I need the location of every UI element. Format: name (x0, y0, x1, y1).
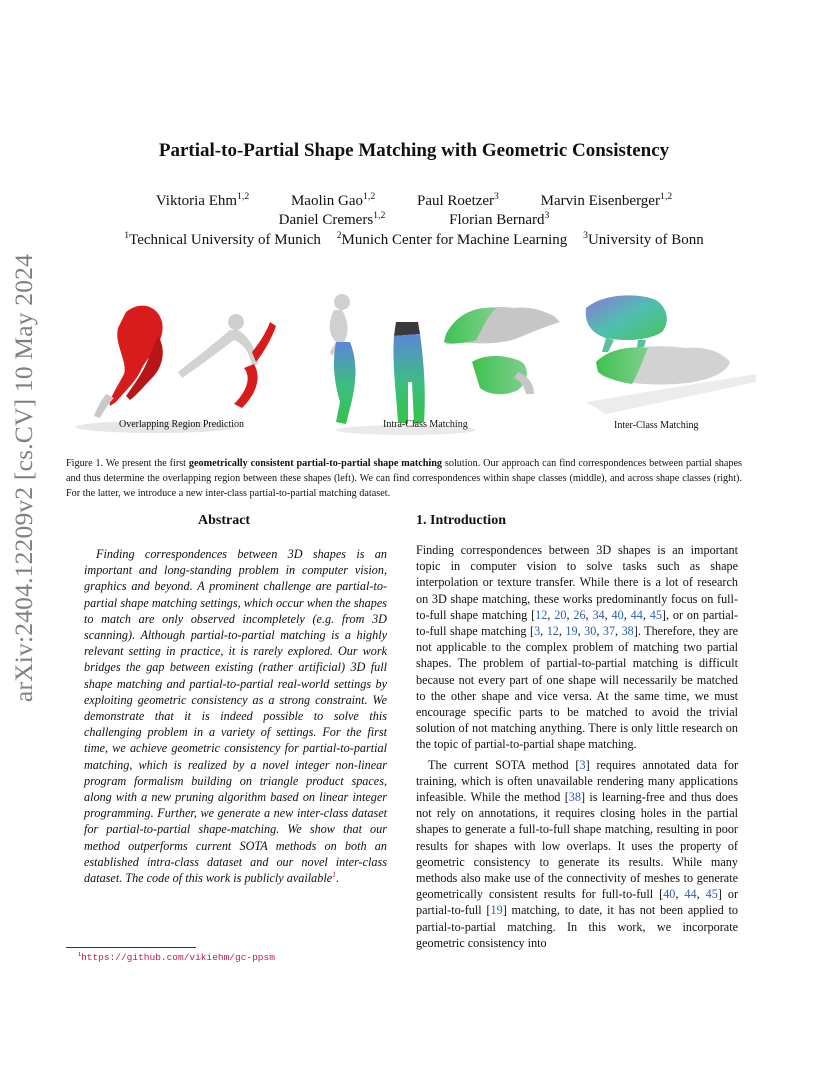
figure-label-right: Inter-Class Matching (614, 420, 699, 431)
intro-text: , (675, 887, 685, 902)
abstract-body: Finding correspondences between 3D shapes is an important and long-standing problem in computer vision, graphics and beyond. A prominent challenge are partial-to-partial shape matching settings, which occur when the shapes to match are only observed incompletely (e.g. from 3D scanning). Although partial-to-partial matching is a highly relevant setting in practice, it is rarely explored. Our work bridges the gap between existing (rather artificial) 3D full shape matching and partial-to-partial real-world settings by exploiting geometric consistency as a strong constraint. We demonstrate that it is indeed possible to solve this challenging problem in a variety of settings. For the first time, we achieve geometric consistency for partial-to-partial matching, which is realized by a novel integer non-linear program formalism building on triangle product spaces, along with a new pruning algorithm based on linear integer programming. Further, we generate a new inter-class dataset for partial-to-partial shape-matching. We show that our method outperforms current SOTA methods on both an established intra-class dataset and our novel inter-class dataset. The code of this work is publicly available$^1$. (84, 547, 387, 886)
intra-class-figure-2 (393, 322, 424, 424)
intro-text: , (558, 624, 566, 639)
intro-text: ]. Therefore, they are not applicable to the complex problem of matching two partial shapes. The problem of partial-to-partial matching is difficult because not every part of one shape will necessarily be matched to the other shape and vice versa. At the same time, we must encourage specific parts to be matched to avoid the trivial solution of not matching anything. There is only little research on the topic of partial-to-partial shape matching. (416, 624, 739, 752)
intro-text: , (615, 624, 622, 639)
figure-label-left: Overlapping Region Prediction (119, 419, 244, 430)
intro-text: Finding correspondences between 3D shapes is an important topic in computer vision to solve tasks such as shape interpolation or texture transfer. While there is a lot of research on 3D shape matching, these works predominantly focus on full-to-full shape matching [ (416, 543, 738, 622)
intro-text: , (566, 607, 574, 622)
intro-text: ], or on partial-to-full shape matching [ (416, 607, 739, 639)
teaser-figure (66, 282, 756, 440)
intra-class-dog-1 (444, 307, 560, 344)
author: Marvin Eisenberger$^{1,2}$ (540, 191, 673, 209)
intro-text: , (623, 607, 631, 622)
citation-link[interactable]: 26 (573, 607, 586, 622)
red-gray-figure-1 (94, 306, 163, 418)
intro-text: , (577, 624, 585, 639)
inter-class-bear (586, 295, 667, 354)
citation-link[interactable]: 30 (584, 624, 597, 639)
intra-class-figure-1 (330, 294, 356, 424)
authors-row-2 (0, 212, 828, 229)
affiliation: $^1$Technical University of Munich (124, 230, 321, 248)
citation-link[interactable]: 45 (649, 607, 662, 622)
citation-link[interactable]: 3 (534, 624, 541, 639)
affiliation: $^2$Munich Center for Machine Learning (336, 230, 568, 248)
citation-link[interactable]: 19 (490, 903, 503, 918)
author: Maolin Gao$^{1,2}$ (290, 191, 376, 209)
affiliation: $^3$University of Bonn (583, 230, 704, 248)
intro-text: , (596, 624, 603, 639)
intro-text: The current SOTA method [ (428, 757, 580, 772)
figure-label-middle: Intra-Class Matching (383, 419, 468, 430)
citation-link[interactable]: 40 (611, 607, 624, 622)
citation-link[interactable]: 40 (663, 887, 676, 902)
citation-link[interactable]: 34 (592, 607, 605, 622)
intro-text: ] matching, to date, it has not been applied to partial-to-partial matching. In this work, we incorporate geometric consistency into (416, 903, 738, 950)
intro-text: ] requires annotated data for training, which is often unavailable rendering many applications infeasible. While the method [ (416, 757, 739, 805)
footnote-rule (66, 947, 196, 948)
citation-link[interactable]: 12 (535, 607, 548, 622)
intro-text: , (696, 887, 706, 902)
citation-link[interactable]: 44 (684, 887, 697, 902)
red-gray-figure-2 (178, 314, 276, 408)
author: Viktoria Ehm$^{1,2}$ (155, 191, 250, 209)
intro-text: , (547, 607, 555, 622)
intro-paragraph-2 (416, 757, 738, 951)
citation-link[interactable]: 45 (705, 887, 718, 902)
affiliations (0, 232, 828, 249)
citation-link[interactable]: 38 (621, 624, 634, 639)
abstract-heading: Abstract (198, 513, 251, 528)
citation-link[interactable]: 19 (565, 624, 578, 639)
intro-text: , (585, 607, 593, 622)
authors-row-1 (0, 193, 828, 210)
paper-title: Partial-to-Partial Shape Matching with Geometric Consistency (158, 140, 670, 161)
author: Daniel Cremers$^{1,2}$ (278, 210, 386, 228)
intro-text: , (540, 624, 547, 639)
citation-link[interactable]: 20 (554, 607, 567, 622)
intra-class-dog-2 (472, 356, 534, 394)
intro-text: , (642, 607, 650, 622)
citation-link[interactable]: 38 (568, 790, 581, 805)
footnote-mark[interactable]: 1 (332, 870, 337, 879)
caption-bold: geometrically consistent partial-to-partial shape matching (188, 458, 443, 469)
intro-text: , (604, 607, 612, 622)
arxiv-stamp-text: arXiv:2404.12209v2 [cs.CV] 10 May 2024 (9, 253, 38, 703)
introduction-heading: 1. Introduction (416, 513, 506, 528)
intro-text: ] or partial-to-full [ (416, 887, 739, 918)
intro-text: ] is learning-free and thus does not rely on annotations, it requires closing holes in the partial shapes to generate a full-to-full shape matching, resulting in poor results for shapes with low overlaps. It uses the property of geometric consistency to generate its results. While many methods also make use of the connectivity of meshes to generate geometrically consistent results for full-to-full [ (416, 790, 738, 902)
citation-link[interactable]: 3 (579, 757, 586, 772)
arxiv-stamp (4, 253, 44, 703)
introduction-body (416, 542, 738, 955)
citation-link[interactable]: 44 (630, 607, 643, 622)
author: Paul Roetzer$^3$ (416, 191, 499, 209)
intro-paragraph-1 (416, 542, 738, 753)
inter-class-cat (596, 346, 730, 384)
footnote-url[interactable]: https://github.com/vikiehm/gc-ppsm (81, 952, 275, 963)
author: Florian Bernard$^3$ (449, 210, 550, 228)
citation-link[interactable]: 12 (546, 624, 559, 639)
footnote: $^1$https://github.com/vikiehm/gc-ppsm (78, 951, 275, 963)
citation-link[interactable]: 37 (602, 624, 616, 639)
figure-caption: Figure 1. We present the first geometrically consistent partial-to-partial shape matching solution. Our approach can find correspondences between partial shapes and thus determine the overlapping region between these shapes (left). We can find correspondences within shape classes (middle), and across shape classes (right). For the latter, we introduce a new inter-class partial-to-partial matching dataset. (66, 458, 742, 499)
